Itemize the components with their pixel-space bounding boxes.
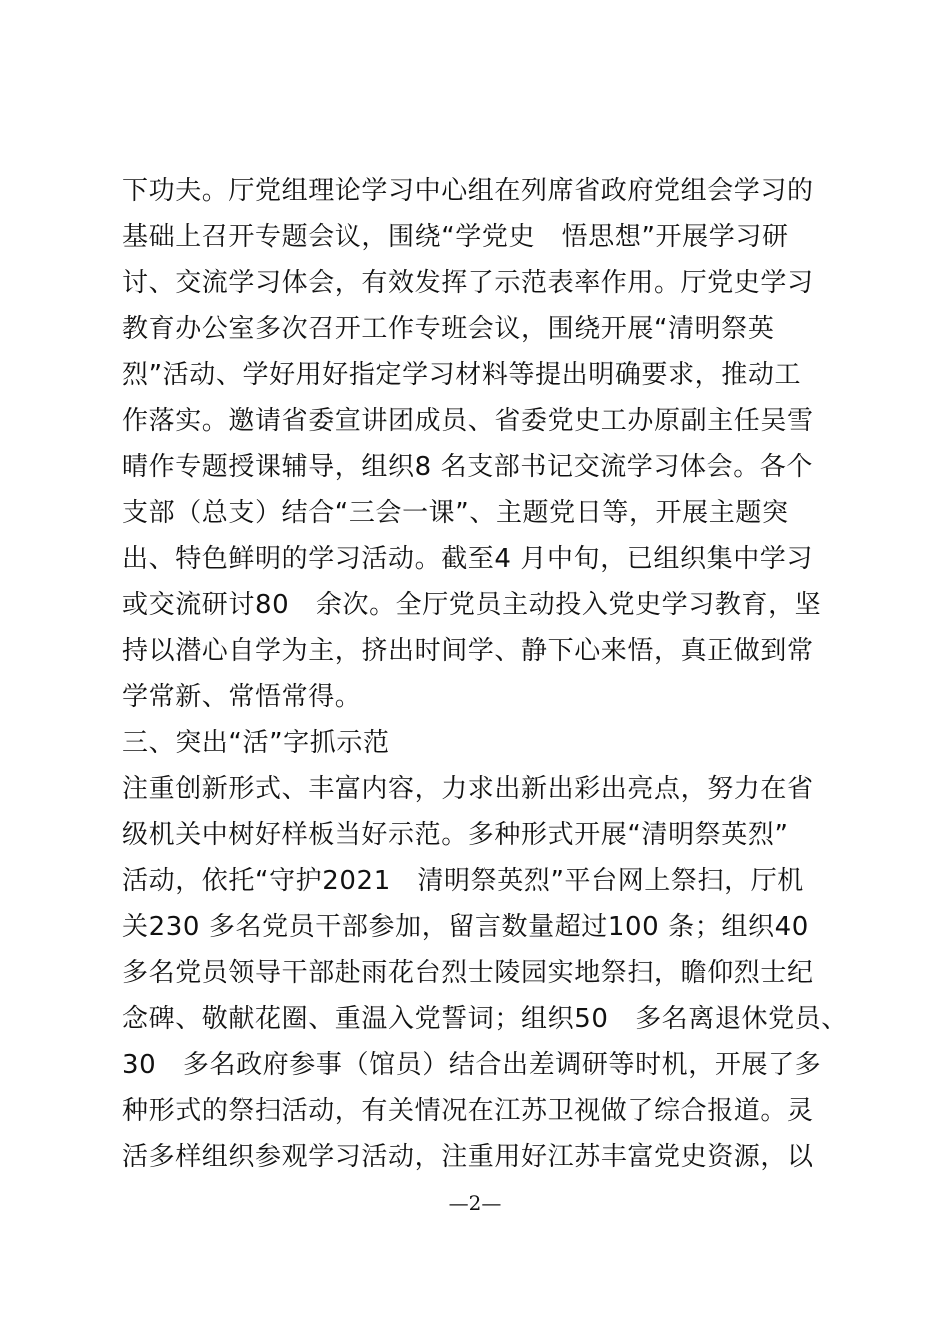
text-line: 晴作专题授课辅导，组织8 名支部书记交流学习体会。各个 [122, 452, 814, 482]
text-line: 念碑、敬献花圈、重温入党誓词；组织50 多名离退休党员、 [122, 1004, 848, 1034]
text-line: 多名党员领导干部赴雨花台烈士陵园实地祭扫，瞻仰烈士纪 [122, 958, 814, 988]
text-line: 支部（总支）结合“三会一课”、主题党日等，开展主题突 [122, 498, 789, 528]
text-line: 讨、交流学习体会，有效发挥了示范表率作用。厅党史学习 [122, 268, 814, 298]
text-line: 作落实。邀请省委宣讲团成员、省委党史工办原副主任吴雪 [122, 406, 814, 436]
section-heading: 三、突出“活”字抓示范 [122, 728, 390, 758]
text-line: 活动，依托“守护2021 清明祭英烈”平台网上祭扫，厅机 [122, 866, 804, 896]
text-line: 持以潜心自学为主，挤出时间学、静下心来悟，真正做到常 [122, 636, 814, 666]
text-line: 种形式的祭扫活动，有关情况在江苏卫视做了综合报道。灵 [122, 1096, 814, 1126]
text-line: 活多样组织参观学习活动，注重用好江苏丰富党史资源，以 [122, 1142, 814, 1172]
text-line: 级机关中树好样板当好示范。多种形式开展“清明祭英烈” [122, 820, 789, 850]
page-number: —2— [448, 1191, 502, 1215]
text-line: 注重创新形式、丰富内容，力求出新出彩出亮点，努力在省 [122, 774, 814, 804]
text-line: 或交流研讨80 余次。全厅党员主动投入党史学习教育，坚 [122, 590, 822, 620]
text-line: 关230 多名党员干部参加，留言数量超过100 条；组织40 [122, 912, 809, 942]
text-line: 下功夫。厅党组理论学习中心组在列席省政府党组会学习的 [122, 176, 814, 206]
text-line: 基础上召开专题会议，围绕“学党史 悟思想”开展学习研 [122, 222, 789, 252]
body-text [122, 168, 848, 1180]
text-line: 烈”活动、学好用好指定学习材料等提出明确要求，推动工 [122, 360, 802, 390]
text-line: 教育办公室多次召开工作专班会议，围绕开展“清明祭英 [122, 314, 775, 344]
text-line: 学常新、常悟常得。 [122, 682, 362, 712]
text-line: 30 多名政府参事（馆员）结合出差调研等时机，开展了多 [122, 1050, 822, 1080]
text-line: 出、特色鲜明的学习活动。截至4 月中旬，已组织集中学习 [122, 544, 814, 574]
